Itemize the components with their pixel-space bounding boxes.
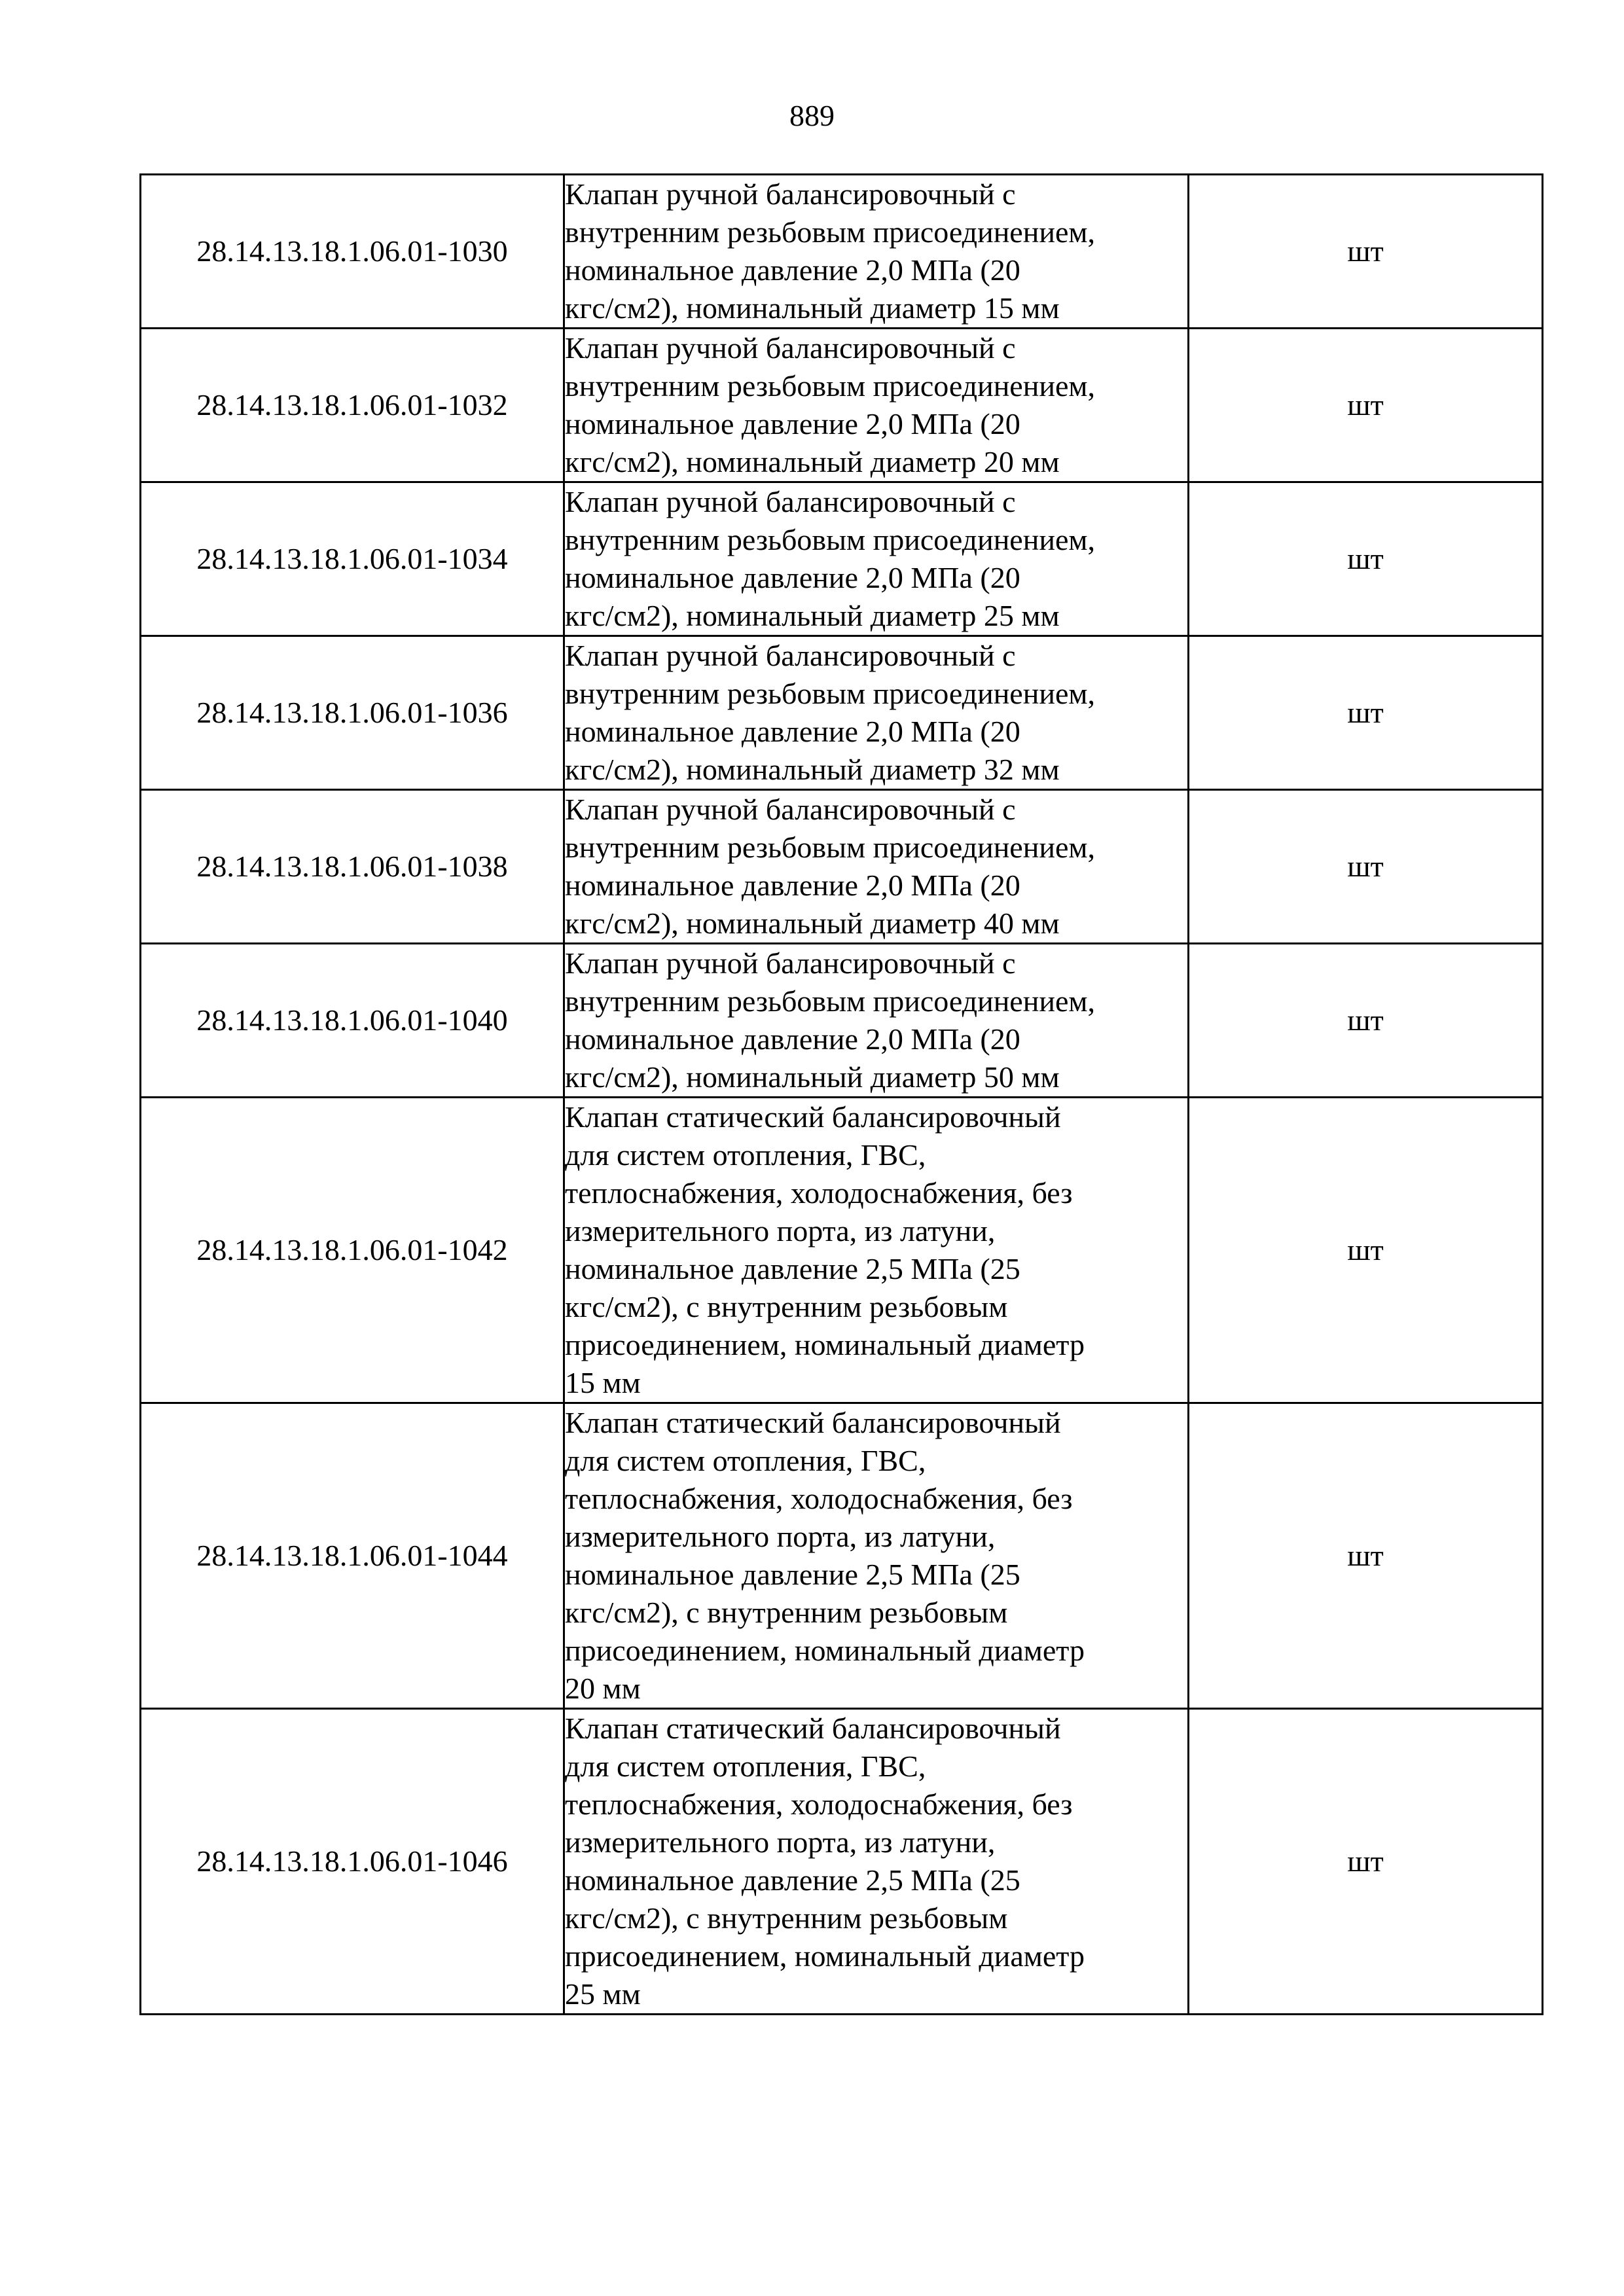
description-line: измерительного порта, из латуни, (565, 1214, 996, 1247)
description-line: теплоснабжения, холодоснабжения, без (565, 1787, 1073, 1821)
description-line: Клапан ручной балансировочный с (565, 793, 1016, 826)
description-line: кгс/см2), номинальный диаметр 15 мм (565, 291, 1060, 325)
description-line: номинальное давление 2,0 МПа (20 (565, 869, 1020, 902)
description-line: кгс/см2), номинальный диаметр 20 мм (565, 445, 1060, 478)
description-line: присоединением, номинальный диаметр (565, 1634, 1085, 1667)
description-line: внутренним резьбовым присоединением, (565, 369, 1095, 403)
unit-of-measure: шт (1189, 790, 1543, 944)
resource-code: 28.14.13.18.1.06.01-1042 (141, 1098, 564, 1403)
resource-description (564, 329, 1189, 482)
description-line: кгс/см2), номинальный диаметр 32 мм (565, 753, 1060, 786)
table-row (141, 175, 1543, 329)
resource-code: 28.14.13.18.1.06.01-1044 (141, 1403, 564, 1709)
unit-of-measure: шт (1189, 175, 1543, 329)
table-row (141, 1403, 1543, 1709)
description-line: Клапан статический балансировочный (565, 1712, 1061, 1745)
description-line: внутренним резьбовым присоединением, (565, 831, 1095, 864)
table-row (141, 790, 1543, 944)
description-line: номинальное давление 2,0 МПа (20 (565, 1022, 1020, 1056)
resource-code: 28.14.13.18.1.06.01-1038 (141, 790, 564, 944)
unit-of-measure: шт (1189, 1403, 1543, 1709)
resource-description (564, 1098, 1189, 1403)
resource-description (564, 482, 1189, 636)
table-row (141, 1098, 1543, 1403)
unit-of-measure: шт (1189, 636, 1543, 790)
unit-of-measure: шт (1189, 1098, 1543, 1403)
description-line: Клапан статический балансировочный (565, 1406, 1061, 1439)
description-line: внутренним резьбовым присоединением, (565, 677, 1095, 710)
resource-description (564, 175, 1189, 329)
description-line: Клапан ручной балансировочный с (565, 639, 1016, 672)
description-line: Клапан ручной балансировочный с (565, 485, 1016, 518)
description-line: кгс/см2), с внутренним резьбовым (565, 1901, 1008, 1935)
unit-of-measure: шт (1189, 329, 1543, 482)
description-line: кгс/см2), номинальный диаметр 40 мм (565, 906, 1060, 940)
description-line: присоединением, номинальный диаметр (565, 1328, 1085, 1361)
unit-of-measure: шт (1189, 1709, 1543, 2015)
description-line: Клапан ручной балансировочный с (565, 946, 1016, 980)
resource-code: 28.14.13.18.1.06.01-1036 (141, 636, 564, 790)
description-line: Клапан ручной балансировочный с (565, 331, 1016, 365)
resource-code: 28.14.13.18.1.06.01-1030 (141, 175, 564, 329)
resource-description (564, 636, 1189, 790)
table-row (141, 636, 1543, 790)
resource-code: 28.14.13.18.1.06.01-1034 (141, 482, 564, 636)
description-line: Клапан ручной балансировочный с (565, 177, 1016, 211)
description-line: измерительного порта, из латуни, (565, 1520, 996, 1553)
table-row (141, 482, 1543, 636)
description-line: теплоснабжения, холодоснабжения, без (565, 1482, 1073, 1515)
description-line: номинальное давление 2,0 МПа (20 (565, 715, 1020, 748)
description-line: 20 мм (565, 1672, 641, 1705)
resource-description (564, 790, 1189, 944)
description-line: кгс/см2), номинальный диаметр 50 мм (565, 1060, 1060, 1094)
description-line: измерительного порта, из латуни, (565, 1825, 996, 1859)
table-row (141, 944, 1543, 1098)
page-number: 889 (789, 99, 835, 132)
description-line: внутренним резьбовым присоединением, (565, 523, 1095, 556)
description-line: внутренним резьбовым присоединением, (565, 984, 1095, 1018)
table-row (141, 329, 1543, 482)
description-line: для систем отопления, ГВС, (565, 1138, 926, 1172)
description-line: присоединением, номинальный диаметр (565, 1939, 1085, 1973)
description-line: номинальное давление 2,5 МПа (25 (565, 1252, 1020, 1285)
description-line: номинальное давление 2,0 МПа (20 (565, 561, 1020, 594)
description-line: внутренним резьбовым присоединением, (565, 215, 1095, 249)
resource-table (139, 173, 1543, 2015)
description-line: для систем отопления, ГВС, (565, 1444, 926, 1477)
unit-of-measure: шт (1189, 482, 1543, 636)
description-line: Клапан статический балансировочный (565, 1100, 1061, 1134)
table-row (141, 1709, 1543, 2015)
description-line: для систем отопления, ГВС, (565, 1749, 926, 1783)
description-line: теплоснабжения, холодоснабжения, без (565, 1176, 1073, 1210)
description-line: 15 мм (565, 1366, 641, 1399)
resource-description (564, 944, 1189, 1098)
description-line: 25 мм (565, 1977, 641, 2011)
resource-description (564, 1709, 1189, 2015)
resource-code: 28.14.13.18.1.06.01-1040 (141, 944, 564, 1098)
resource-code: 28.14.13.18.1.06.01-1032 (141, 329, 564, 482)
description-line: номинальное давление 2,5 МПа (25 (565, 1863, 1020, 1897)
description-line: кгс/см2), с внутренним резьбовым (565, 1596, 1008, 1629)
resource-code: 28.14.13.18.1.06.01-1046 (141, 1709, 564, 2015)
description-line: кгс/см2), номинальный диаметр 25 мм (565, 599, 1060, 632)
description-line: номинальное давление 2,0 МПа (20 (565, 407, 1020, 440)
unit-of-measure: шт (1189, 944, 1543, 1098)
description-line: номинальное давление 2,5 МПа (25 (565, 1558, 1020, 1591)
description-line: номинальное давление 2,0 МПа (20 (565, 253, 1020, 287)
resource-description (564, 1403, 1189, 1709)
description-line: кгс/см2), с внутренним резьбовым (565, 1290, 1008, 1323)
